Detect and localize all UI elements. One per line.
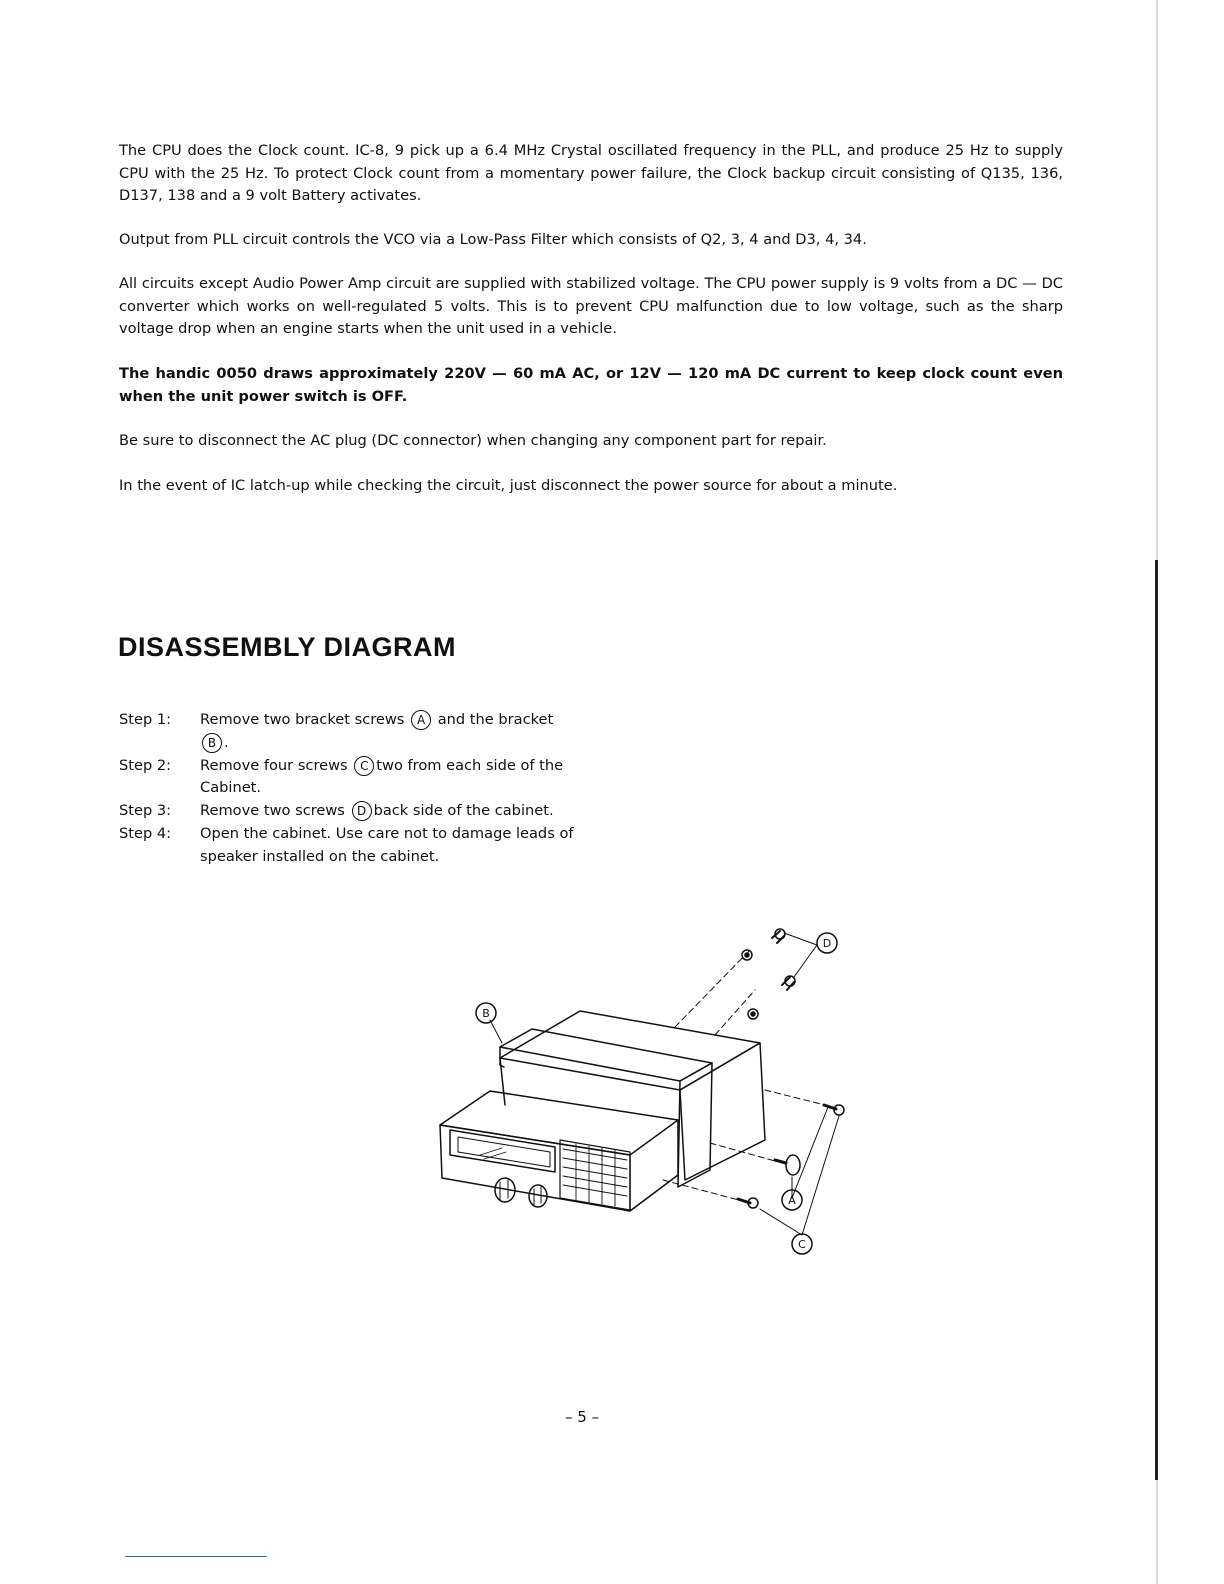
- keypad: [560, 1140, 630, 1210]
- step-2: [119, 755, 589, 801]
- bracket-screw: [710, 1143, 800, 1175]
- paragraph-disconnect-warning: Be sure to disconnect the AC plug (DC connector) when changing any component part for repair.: [119, 432, 827, 449]
- page-edge-shadow: [1155, 560, 1158, 1480]
- step-text: Open the cabinet. Use care not to damage leads of speaker installed on the cabinet.: [200, 824, 574, 865]
- page-number: – 5 –: [565, 1408, 600, 1426]
- paragraph-latch-up: In the event of IC latch-up while checking the circuit, just disconnect the power source for about a minute.: [119, 477, 898, 494]
- front-panel: [440, 1091, 678, 1211]
- callout-a-label: A: [788, 1194, 796, 1207]
- step-label: Step 3:: [119, 802, 172, 820]
- paragraph-clock-count: The CPU does the Clock count. IC-8, 9 pick up a 6.4 MHz Crystal oscillated frequency in the PLL, and produce 25 Hz to supply CPU with the 25 Hz. To protect Clock count from a momentary power failure, the Clock backup circuit consisting of Q135, 136, D137, 138 and a 9 volt Battery activates.: [119, 142, 1063, 204]
- paragraph-pll-output: Output from PLL circuit controls the VCO via a Low-Pass Filter which consists of Q2, 3, 4 and D3, 4, 34.: [119, 231, 867, 248]
- diagram-callouts: [476, 933, 837, 1254]
- bracket: [500, 1029, 712, 1187]
- step-text: two from each side of the Cabinet.: [200, 756, 564, 797]
- step-label: Step 1:: [119, 711, 172, 728]
- callout-d-marker: D: [352, 801, 372, 821]
- paragraph-current-draw: The handic 0050 draws approximately 220V — 60 mA AC, or 12V — 120 mA DC current to keep clock count even when the unit power switch is OFF.: [119, 365, 1063, 405]
- callout-d-label: D: [822, 937, 832, 950]
- step-4: [119, 823, 589, 869]
- step-text: Remove two bracket screws: [200, 711, 405, 728]
- steps-list: [119, 709, 589, 869]
- rear-screws: [675, 929, 795, 1035]
- callout-c-marker: C: [354, 756, 374, 776]
- step-text: and the bracket: [437, 711, 554, 728]
- footer-rule: [125, 1556, 267, 1557]
- paragraph-power-supply: All circuits except Audio Power Amp circuit are supplied with stabilized voltage. The CPU power supply is 9 volts from a DC — DC converter which works on well-regulated 5 volts. This is to prevent CPU malfunction due to low voltage, such as the sharp voltage drop when an engine starts when the unit used in a vehicle.: [119, 275, 1063, 337]
- cabinet-body: [500, 1011, 765, 1180]
- step-text: back side of the cabinet.: [373, 802, 554, 820]
- step-1: [119, 709, 589, 755]
- section-heading: DISASSEMBLY DIAGRAM: [118, 632, 457, 662]
- side-screws: [663, 1090, 844, 1208]
- disassembly-diagram: [420, 915, 860, 1265]
- step-label: Step 4:: [119, 824, 172, 842]
- callout-c-label: C: [798, 1238, 806, 1251]
- callout-a-marker: A: [411, 710, 431, 730]
- callout-b-label: B: [482, 1007, 490, 1020]
- step-text: Remove four screws: [200, 756, 348, 774]
- step-3: [119, 800, 589, 823]
- step-label: Step 2:: [119, 756, 172, 774]
- step-text: Remove two screws: [200, 802, 345, 820]
- callout-b-marker: B: [202, 733, 222, 753]
- step-text: .: [224, 733, 229, 751]
